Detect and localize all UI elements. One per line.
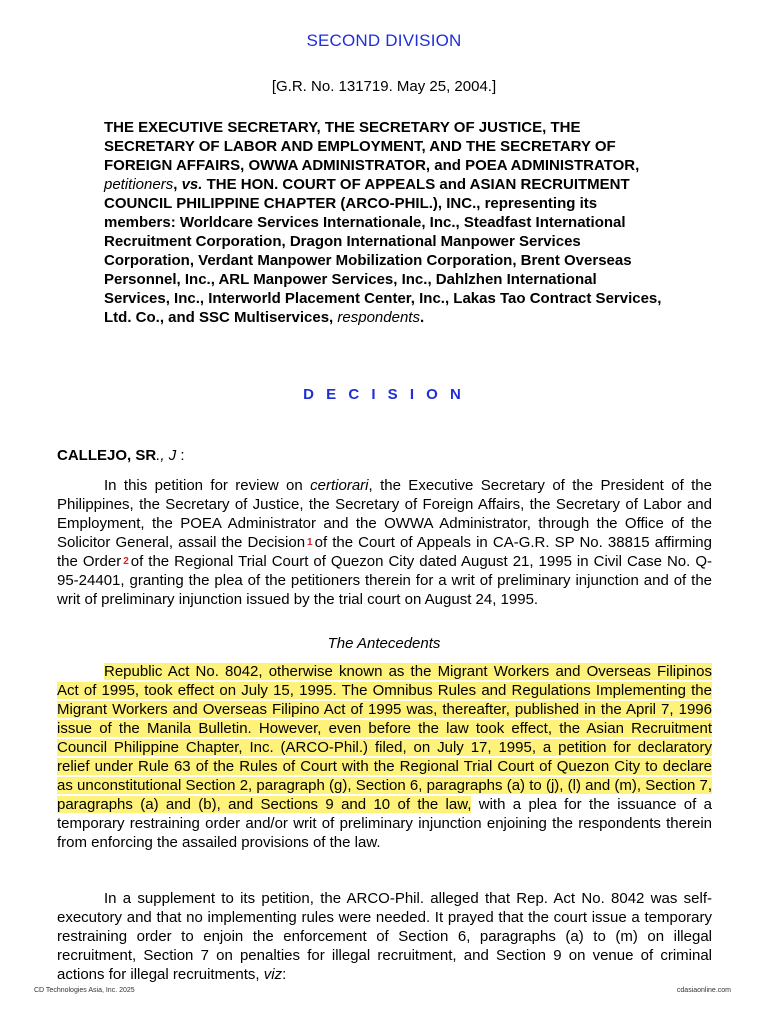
paragraph-2 (57, 662, 712, 852)
paragraph-3-end: : (282, 966, 287, 983)
gr-number: [G.R. No. 131719. May 25, 2004.] (271, 78, 497, 95)
paragraph-1-text-d: of the Regional Trial Court of Quezon City dated August 21, 1995 in Civil Case No. Q-95-24401, granting the plea of the petitioners therein for a writ of preliminary injunction and of the writ of preliminary injunction issued by the trial court on August 24, 1995. (57, 553, 712, 608)
paragraph-1-text-a: In this petition for review on (104, 477, 311, 494)
paragraph-2-rest: with a plea for the issuance of a temporary restraining order and/or writ of preliminary injunction enjoining the respondents therein from enforcing the assailed provisions of the law. (57, 796, 712, 851)
footnote-link-1[interactable]: 1 (307, 537, 313, 548)
subheading-antecedents: The Antecedents (327, 635, 441, 652)
division-heading: SECOND DIVISION (306, 31, 462, 50)
footer-site: cdasiaonline.com (676, 987, 731, 994)
ponente (57, 447, 185, 464)
paragraph-1-text-c: of the Court of Appeals in CA-G.R. SP No. 38815 affirming the Order (57, 534, 712, 570)
paragraph-3-text: In a supplement to its petition, the ARCO-Phil. alleged that Rep. Act No. 8042 was self-executory and that no implementing rules were needed. It prayed that the court issue a temporary restraining order to enjoin the enforcement of Section 6, paragraphs (a) to (m) on illegal recruitment, Section 7 on penalties for illegal recruitment, and Section 9 on venue of criminal actions for illegal recruitments, (57, 890, 712, 983)
case-parties: THE EXECUTIVE SECRETARY, THE SECRETARY OF JUSTICE, THE SECRETARY OF LABOR AND EMPLOYMENT, AND THE SECRETARY OF FOREIGN AFFAIRS, OWWA ADMINISTRATOR, and POEA ADMINISTRATOR, petitioners, vs. THE HON. COURT OF APPEALS and ASIAN RECRUITMENT COUNCIL PHILIPPINE CHAPTER (ARCO-PHIL.), INC., representing its members: Worldcare Services Internationale, Inc., Steadfast International Recruitment Corporation, Dragon International Manpower Services Corporation, Verdant Manpower Mobilization Corporation, Brent Overseas Personnel, Inc., ARL Manpower Services, Inc., Dahlzhen International Services, Inc., Interworld Placement Center, Inc., Lakas Tao Contract Services, Ltd. Co., and SSC Multiservices, respondents. (104, 119, 662, 326)
paragraph-3 (57, 889, 712, 984)
ponente-name: CALLEJO, SR (57, 447, 157, 464)
ponente-suffix: ., J (156, 447, 177, 464)
petitioners-names: THE EXECUTIVE SECRETARY, THE SECRETARY OF JUSTICE, THE SECRETARY OF LABOR AND EMPLOYMENT, AND THE SECRETARY OF FOREIGN AFFAIRS, OWWA ADMINISTRATOR, and POEA ADMINISTRATOR (104, 119, 636, 174)
paragraph-1 (57, 476, 712, 609)
respondents-label: respondents (337, 309, 420, 326)
footer-copyright: CD Technologies Asia, Inc. 2025 (34, 987, 135, 994)
paragraph-1-text-b: , the Executive Secretary of the President of the Philippines, the Secretary of Justice, the Secretary of Foreign Affairs, the Secretary of Labor and Employment, the POEA Administrator and the OWWA Administrator, through the Office of the Solicitor General, assail the Decision (57, 477, 712, 551)
ponente-colon: : (176, 447, 185, 464)
highlighted-text: Republic Act No. 8042, otherwise known as the Migrant Workers and Overseas Filipinos Act of 1995, took effect on July 15, 1995. The Omnibus Rules and Regulations Implementing the Migrant Workers and Overseas Filipino Act of 1995 was, thereafter, published in the April 7, 1996 issue of the Manila Bulletin. However, even before the law took effect, the Asian Recruitment Council Philippine Chapter, Inc. (ARCO-Phil.) filed, on July 17, 1995, a petition for declaratory relief under Rule 63 of the Rules of Court with the Regional Trial Court of Quezon City to declare as unconstitutional Section 2, paragraph (g), Section 6, paragraphs (a) to (j), (l) and (m), Section 7, paragraphs (a) and (b), and Sections 9 and 10 of the law, (57, 663, 712, 813)
decision-title: D E C I S I O N (303, 386, 465, 403)
versus-label: vs. (181, 176, 203, 193)
certiorari-term: certiorari (310, 477, 369, 494)
viz-term: viz (263, 966, 283, 983)
petitioners-label: petitioners (104, 176, 174, 193)
footnote-link-2[interactable]: 2 (123, 556, 129, 567)
respondents-names: THE HON. COURT OF APPEALS and ASIAN RECRUITMENT COUNCIL PHILIPPINE CHAPTER (ARCO-PHIL.), INC., representing its members: Worldcare Services Internationale, Inc., Steadfast International Recruitment Corporation, Dragon International Manpower Services Corporation, Verdant Manpower Mobilization Corporation, Brent Overseas Personnel, Inc., ARL Manpower Services, Inc., Dahlzhen International Services, Inc., Interworld Placement Center, Inc., Lakas Tao Contract Services, Ltd. Co., and SSC Multiservices (104, 176, 662, 326)
